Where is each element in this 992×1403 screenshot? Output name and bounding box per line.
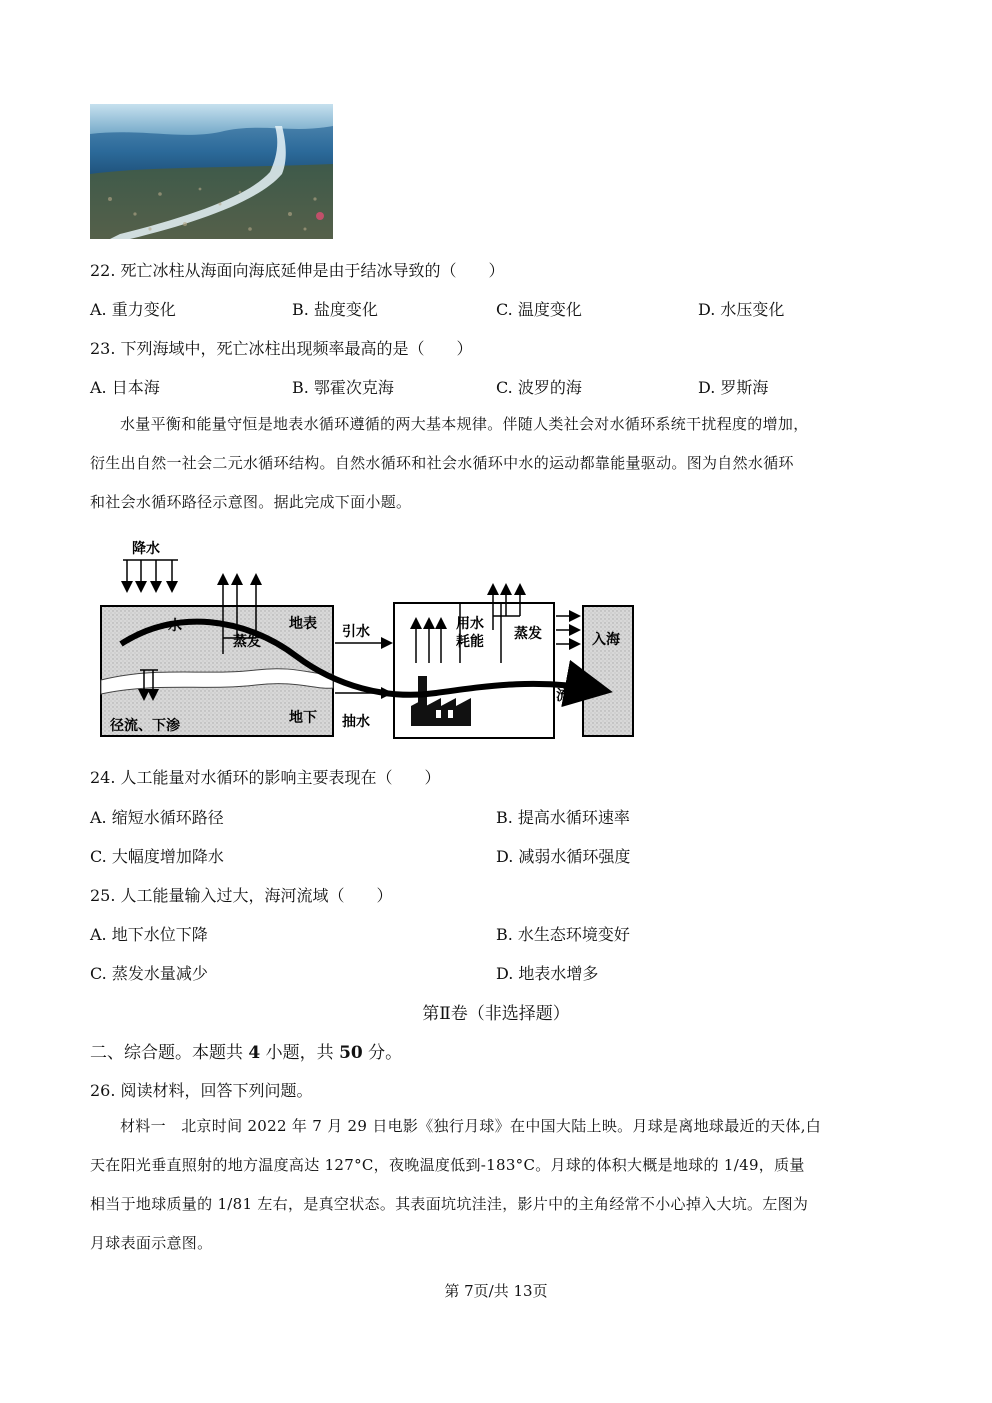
q22-option-b[interactable]: B. 盐度变化: [292, 300, 378, 319]
q25-option-c[interactable]: C. 蒸发水量减少: [90, 964, 208, 983]
question-25-stem: 25. 人工能量输入过大，海河流域（ ）: [90, 886, 393, 905]
material-line-3: 相当于地球质量的 1/81 左右，是真空状态。其表面坑坑洼洼，影片中的主角经常不小心掉入大坑。左图为: [90, 1195, 809, 1213]
part-2-mid: 小题，共: [260, 1043, 340, 1063]
material-one-paragraph: [90, 1107, 902, 1263]
water-cycle-diagram: [96, 538, 641, 743]
q25-option-d[interactable]: D. 地表水增多: [496, 964, 599, 983]
material-line-2: 天在阳光垂直照射的地方温度高达 127°C，夜晚温度低到-183°C。月球的体积大概是地球的 1/49，质量: [90, 1156, 805, 1174]
q22-option-d[interactable]: D. 水压变化: [698, 300, 785, 319]
label-evaporation-left: 蒸发: [233, 634, 261, 650]
question-23-stem: 23. 下列海域中，死亡冰柱出现频率最高的是（ ）: [90, 339, 473, 358]
question-24-stem: 24. 人工能量对水循环的影响主要表现在（ ）: [90, 768, 441, 787]
q24-option-b[interactable]: B. 提高水循环速率: [496, 808, 630, 827]
label-water: 水: [168, 618, 182, 634]
question-22-stem: 22. 死亡冰柱从海面向海底延伸是由于结冰导致的（ ）: [90, 261, 505, 280]
q23-option-b[interactable]: B. 鄂霍次克海: [292, 378, 394, 397]
intro-line-3: 和社会水循环路径示意图。据此完成下面小题。: [90, 493, 412, 511]
label-divert-water: 引水: [342, 624, 370, 640]
q25-option-b[interactable]: B. 水生态环境变好: [496, 925, 630, 944]
brinicle-photo: [90, 104, 333, 239]
label-evaporation-right: 蒸发: [514, 626, 542, 642]
q22-option-a[interactable]: A. 重力变化: [90, 300, 176, 319]
part-2-heading: [90, 1038, 402, 1063]
q24-option-d[interactable]: D. 减弱水循环强度: [496, 847, 631, 866]
label-energy-use: 耗能: [456, 634, 484, 650]
intro-line-1: 水量平衡和能量守恒是地表水循环遵循的两大基本规律。伴随人类社会对水循环系统干扰程度的增加，: [120, 415, 809, 433]
q23-option-a[interactable]: A. 日本海: [90, 378, 160, 397]
label-precipitation: 降水: [132, 541, 160, 557]
q24-option-a[interactable]: A. 缩短水循环路径: [90, 808, 224, 827]
material-line-4: 月球表面示意图。: [90, 1234, 213, 1252]
part-2-count: 4: [248, 1043, 261, 1063]
material-line-1: 材料一 北京时间 2022 年 7 月 29 日电影《独行月球》在中国大陆上映。月球是离地球最近的天体,白: [120, 1117, 822, 1135]
label-underground: 地下: [289, 710, 317, 726]
label-pump-water: 抽水: [342, 714, 370, 730]
q23-option-c[interactable]: C. 波罗的海: [496, 378, 582, 397]
q22-option-c[interactable]: C. 温度变化: [496, 300, 582, 319]
q24-option-c[interactable]: C. 大幅度增加降水: [90, 847, 224, 866]
page-footer: 第 7页/共 13页: [444, 1282, 548, 1300]
intro-paragraph: [90, 405, 902, 522]
question-26-stem: 26. 阅读材料，回答下列问题。: [90, 1081, 313, 1100]
label-water-use: 用水: [456, 616, 484, 632]
section-title: 第Ⅱ卷（非选择题）: [422, 1004, 570, 1024]
q23-option-d[interactable]: D. 罗斯海: [698, 378, 769, 397]
label-runoff-infiltration: 径流、下渗: [110, 718, 180, 734]
part-2-score: 50: [339, 1043, 363, 1063]
label-into-sea: 入海: [592, 632, 620, 648]
label-flow: 流: [556, 688, 570, 704]
part-2-prefix: 二、综合题。本题共: [90, 1043, 249, 1063]
intro-line-2: 衍生出自然一社会二元水循环结构。自然水循环和社会水循环中水的运动都靠能量驱动。图为自然水循环: [90, 454, 794, 472]
label-surface: 地表: [289, 616, 317, 632]
part-2-suffix: 分。: [362, 1043, 403, 1063]
q25-option-a[interactable]: A. 地下水位下降: [90, 925, 208, 944]
